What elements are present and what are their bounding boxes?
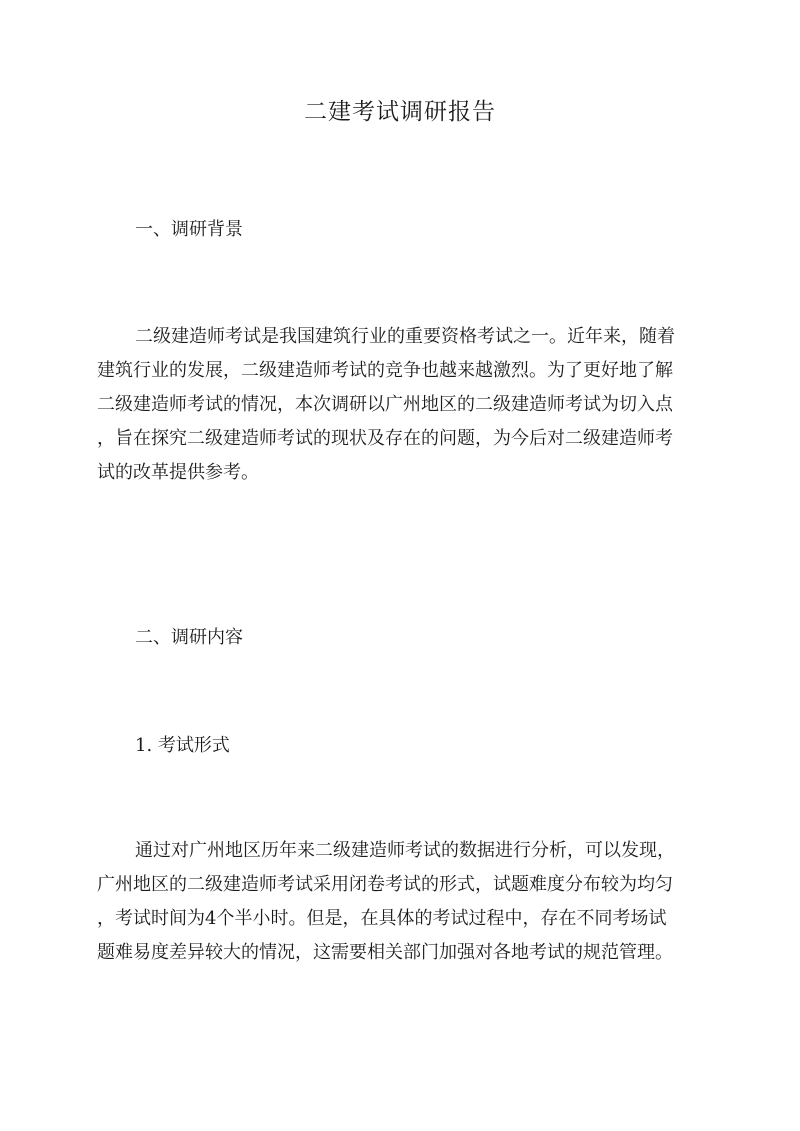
paragraph-line: 试的改革提供参考。 [97, 462, 259, 483]
paragraph-line: 二级建造师考试的情况，本次调研以广州地区的二级建造师考试为切入点 [97, 394, 673, 415]
paragraph-background [97, 320, 717, 490]
section-heading-background: 一、调研背景 [135, 219, 243, 240]
subsection-heading-exam-format: 1. 考试形式 [135, 735, 230, 756]
paragraph-line: 二级建造师考试是我国建筑行业的重要资格考试之一。近年来，随着 [135, 326, 675, 347]
document-title: 二建考试调研报告 [304, 99, 496, 125]
paragraph-exam-format [97, 834, 717, 970]
paragraph-line: 题难易度差异较大的情况，这需要相关部门加强对各地考试的规范管理。 [97, 942, 673, 963]
paragraph-line: 通过对广州地区历年来二级建造师考试的数据进行分析，可以发现， [135, 840, 675, 861]
paragraph-line: 建筑行业的发展，二级建造师考试的竞争也越来越激烈。为了更好地了解 [97, 360, 673, 381]
paragraph-line: ，考试时间为4个半小时。但是，在具体的考试过程中，存在不同考场试 [97, 908, 667, 929]
paragraph-line: ，旨在探究二级建造师考试的现状及存在的问题，为今后对二级建造师考 [97, 428, 673, 449]
section-heading-content: 二、调研内容 [135, 627, 243, 648]
paragraph-line: 广州地区的二级建造师考试采用闭卷考试的形式，试题难度分布较为均匀 [97, 874, 673, 895]
